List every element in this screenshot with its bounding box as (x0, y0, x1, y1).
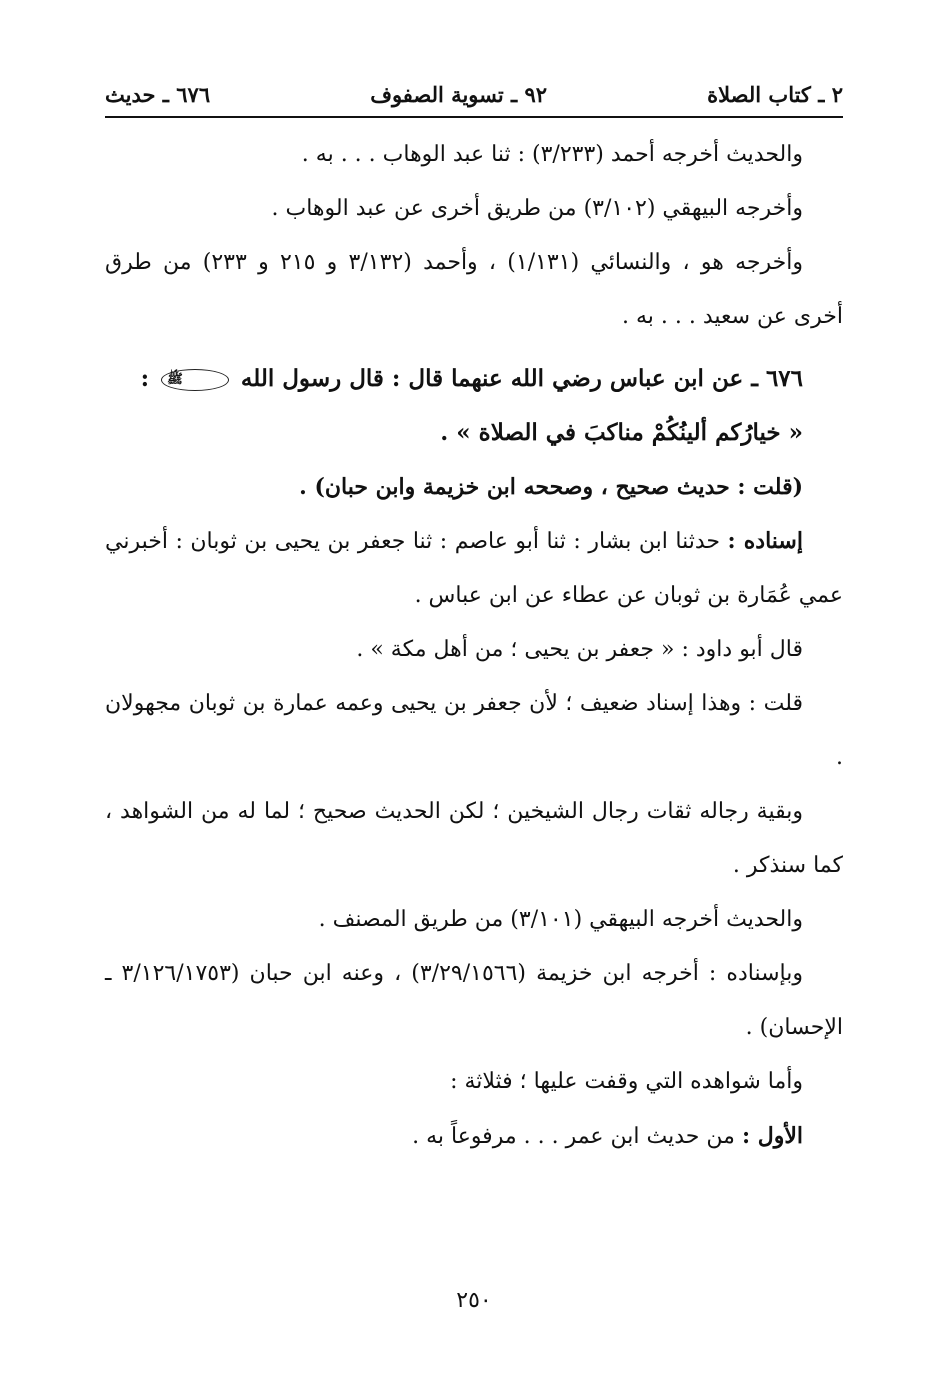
hadith-text: « خيارُكم ألينُكُمْ مناكبَ في الصلاة » . (440, 419, 803, 446)
first-label: الأول : (741, 1123, 803, 1149)
hadith-intro-text: ٦٧٦ ـ عن ابن عباس رضي الله عنهما قال : قال رسول الله (240, 365, 803, 392)
salla-mark: ﷺ (161, 369, 229, 391)
paragraph-ahmad: والحديث أخرجه أحمد (٣/٢٣٣) : ثنا عبد الوهاب . . . به . (301, 142, 803, 167)
verdict: (قلت : حديث صحيح ، وصححه ابن خزيمة وابن حبان) . (299, 474, 803, 500)
page-body (105, 128, 843, 1164)
running-header (105, 72, 843, 118)
hadith-intro-colon: : (140, 365, 150, 392)
header-chapter-title: ٩٢ ـ تسوية الصفوف (370, 81, 548, 107)
header-hadith-number: ٦٧٦ ـ حديث (105, 81, 211, 107)
paragraph-bayhaqi-1: وأخرجه البيهقي (٣/١٠٢) من طريق أخرى عن عبد الوهاب . (271, 196, 803, 221)
ibn-khuzayma-note: وبإسناده : أخرجه ابن خزيمة (٣/٢٩/١٥٦٦) ، وعنه ابن حبان (٣/١٢٦/١٧٥٣ ـ الإحسان) . (105, 961, 843, 1040)
bayhaqi-note: والحديث أخرجه البيهقي (٣/١٠١) من طريق المصنف . (318, 907, 803, 932)
header-book-title: ٢ ـ كتاب الصلاة (707, 81, 843, 107)
qultu-note: قلت : وهذا إسناد ضعيف ؛ لأن جعفر بن يحيى وعمه عمارة بن ثوبان مجهولان . (105, 691, 843, 770)
abu-dawud-note: قال أبو داود : « جعفر بن يحيى ؛ من أهل مكة » . (356, 637, 803, 662)
shawahid-intro: وأما شواهده التي وقفت عليها ؛ فثلاثة : (450, 1069, 803, 1094)
paragraph-nasai: وأخرجه هو ، والنسائي (١/١٣١) ، وأحمد (٣/١٣٢ و ٢١٥ و ٢٣٣) من طرق أخرى عن سعيد . . . به . (105, 250, 843, 329)
first-shahid (105, 1109, 843, 1164)
first-text: من حديث ابن عمر . . . مرفوعاً به . (412, 1124, 735, 1149)
isnad-paragraph (105, 514, 843, 623)
isnad-label: إسناده : (727, 528, 803, 554)
hadith-intro (105, 352, 843, 406)
page-number: ٢٥٠ (456, 1288, 492, 1313)
baqiyya-note: وبقية رجاله ثقات رجال الشيخين ؛ لكن الحديث صحيح ؛ لما له من الشواهد ، كما سنذكر . (105, 799, 843, 878)
isnad-text: حدثنا ابن بشار : ثنا أبو عاصم : ثنا جعفر بن يحيى بن ثوبان : أخبرني عمي عُمَارة بن ثوبان عن عطاء عن ابن عباس . (105, 529, 843, 608)
